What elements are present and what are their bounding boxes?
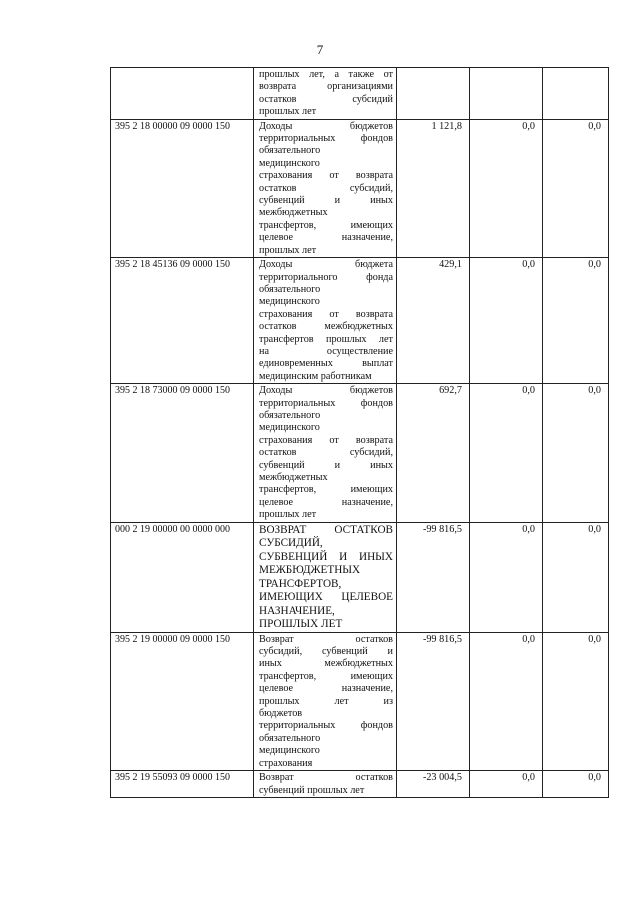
amount-cell-v3: 0,0 — [543, 522, 609, 632]
income-name-line: субвенций и иных — [259, 195, 393, 207]
amount-cell-v1: -99 816,5 — [397, 522, 470, 632]
income-name-line: остатков субсидий, — [259, 182, 393, 194]
income-name-line: трансфертов, имеющих — [259, 219, 393, 231]
amount-cell-v1: -99 816,5 — [397, 632, 470, 770]
table-row — [111, 771, 609, 798]
income-name-line: территориальных фондов — [259, 133, 393, 145]
table-row — [111, 522, 609, 632]
income-name-cell — [254, 258, 397, 384]
budget-code-cell — [111, 68, 254, 120]
budget-table — [110, 67, 609, 798]
income-name-line: остатков субсидий, — [259, 447, 393, 459]
income-name-line: целевое назначение, — [259, 232, 393, 244]
amount-cell-v3: 0,0 — [543, 771, 609, 798]
income-name-line: трансфертов, имеющих — [259, 484, 393, 496]
income-name-line: обязательного — [259, 409, 321, 421]
budget-code-cell: 395 2 18 73000 09 0000 150 — [111, 384, 254, 522]
income-name-line: СУБСИДИЙ, — [259, 537, 323, 550]
amount-cell-v3: 0,0 — [543, 384, 609, 522]
amount-cell-v1: 429,1 — [397, 258, 470, 384]
income-name-cell — [254, 384, 397, 522]
amount-cell-v2: 0,0 — [470, 258, 543, 384]
amount-cell-v2: 0,0 — [470, 522, 543, 632]
income-name-line: ИМЕЮЩИХ ЦЕЛЕВОЕ — [259, 591, 393, 604]
income-name-line: возврата организациями — [259, 81, 393, 93]
income-name-line: страхования — [259, 757, 313, 769]
table-row — [111, 68, 609, 120]
amount-cell-v3: 0,0 — [543, 632, 609, 770]
income-name-line: Возврат остатков — [259, 772, 393, 784]
income-name-line: прошлых лет — [259, 106, 317, 118]
budget-code-cell: 000 2 19 00000 00 0000 000 — [111, 522, 254, 632]
table-body — [111, 68, 609, 798]
income-name-line: трансфертов, имеющих — [259, 670, 393, 682]
table-row — [111, 632, 609, 770]
income-name-line: Доходы бюджетов — [259, 385, 393, 397]
amount-cell-v1: 1 121,8 — [397, 119, 470, 257]
income-name-line: прошлых лет — [259, 509, 317, 521]
income-name-cell — [254, 119, 397, 257]
amount-cell-v3 — [543, 68, 609, 120]
budget-code-cell: 395 2 18 00000 09 0000 150 — [111, 119, 254, 257]
income-name-cell — [254, 522, 397, 632]
income-name-line: иных межбюджетных — [259, 658, 393, 670]
income-name-line: обязательного — [259, 732, 321, 744]
income-name-line: медицинского — [259, 422, 320, 434]
budget-code-cell: 395 2 19 00000 09 0000 150 — [111, 632, 254, 770]
page-number: 7 — [316, 42, 324, 57]
income-name-line: страхования от возврата — [259, 170, 393, 182]
amount-cell-v3: 0,0 — [543, 258, 609, 384]
income-name-line: медицинского — [259, 745, 320, 757]
income-name-line: целевое назначение, — [259, 683, 393, 695]
income-name-line: медицинского — [259, 296, 320, 308]
income-name-line: остатков межбюджетных — [259, 321, 393, 333]
table-row — [111, 384, 609, 522]
amount-cell-v2: 0,0 — [470, 119, 543, 257]
income-name-line: медицинским работникам — [259, 370, 372, 382]
income-name-line: субсидий, субвенций и — [259, 646, 393, 658]
amount-cell-v2: 0,0 — [470, 771, 543, 798]
income-name-line: Доходы бюджетов — [259, 120, 393, 132]
amount-cell-v2 — [470, 68, 543, 120]
income-name-line: медицинского — [259, 157, 320, 169]
income-name-line: МЕЖБЮДЖЕТНЫХ — [259, 564, 361, 577]
income-name-line: Доходы бюджета — [259, 259, 393, 271]
income-name-line: ВОЗВРАТ ОСТАТКОВ — [259, 523, 393, 536]
income-name-line: остатков субсидий — [259, 93, 393, 105]
income-name-line: территориальных фондов — [259, 720, 393, 732]
income-name-line: ТРАНСФЕРТОВ, — [259, 577, 342, 590]
income-name-line: территориальных фондов — [259, 397, 393, 409]
budget-code-cell: 395 2 18 45136 09 0000 150 — [111, 258, 254, 384]
amount-cell-v2: 0,0 — [470, 632, 543, 770]
income-name-line: целевое назначение, — [259, 496, 393, 508]
income-name-line: прошлых лет из — [259, 695, 393, 707]
income-name-cell — [254, 632, 397, 770]
income-name-line: СУБВЕНЦИЙ И ИНЫХ — [259, 550, 393, 563]
income-name-line: субвенций прошлых лет — [259, 784, 365, 796]
income-name-line: ПРОШЛЫХ ЛЕТ — [259, 618, 343, 631]
income-name-line: НАЗНАЧЕНИЕ, — [259, 604, 335, 617]
budget-code-cell: 395 2 19 55093 09 0000 150 — [111, 771, 254, 798]
amount-cell-v1: -23 004,5 — [397, 771, 470, 798]
income-name-line: обязательного — [259, 145, 321, 157]
income-name-line: на осуществление — [259, 345, 393, 357]
table-row — [111, 119, 609, 257]
income-name-line: страхования от возврата — [259, 434, 393, 446]
income-name-line: трансфертов прошлых лет — [259, 333, 393, 345]
income-name-cell — [254, 771, 397, 798]
table-row — [111, 258, 609, 384]
amount-cell-v3: 0,0 — [543, 119, 609, 257]
income-name-line: страхования от возврата — [259, 308, 393, 320]
amount-cell-v1: 692,7 — [397, 384, 470, 522]
income-name-line: бюджетов — [259, 708, 303, 720]
income-name-line: межбюджетных — [259, 207, 328, 219]
amount-cell-v2: 0,0 — [470, 384, 543, 522]
income-name-line: Возврат остатков — [259, 633, 393, 645]
income-name-line: прошлых лет — [259, 244, 317, 256]
amount-cell-v1 — [397, 68, 470, 120]
income-name-line: обязательного — [259, 283, 321, 295]
income-name-line: прошлых лет, а также от — [259, 69, 393, 80]
income-name-line: межбюджетных — [259, 472, 328, 483]
income-name-line: единовременных выплат — [259, 358, 393, 370]
income-name-line: субвенций и иных — [259, 459, 393, 471]
income-name-line: территориального фонда — [259, 271, 393, 283]
income-name-cell — [254, 68, 397, 120]
